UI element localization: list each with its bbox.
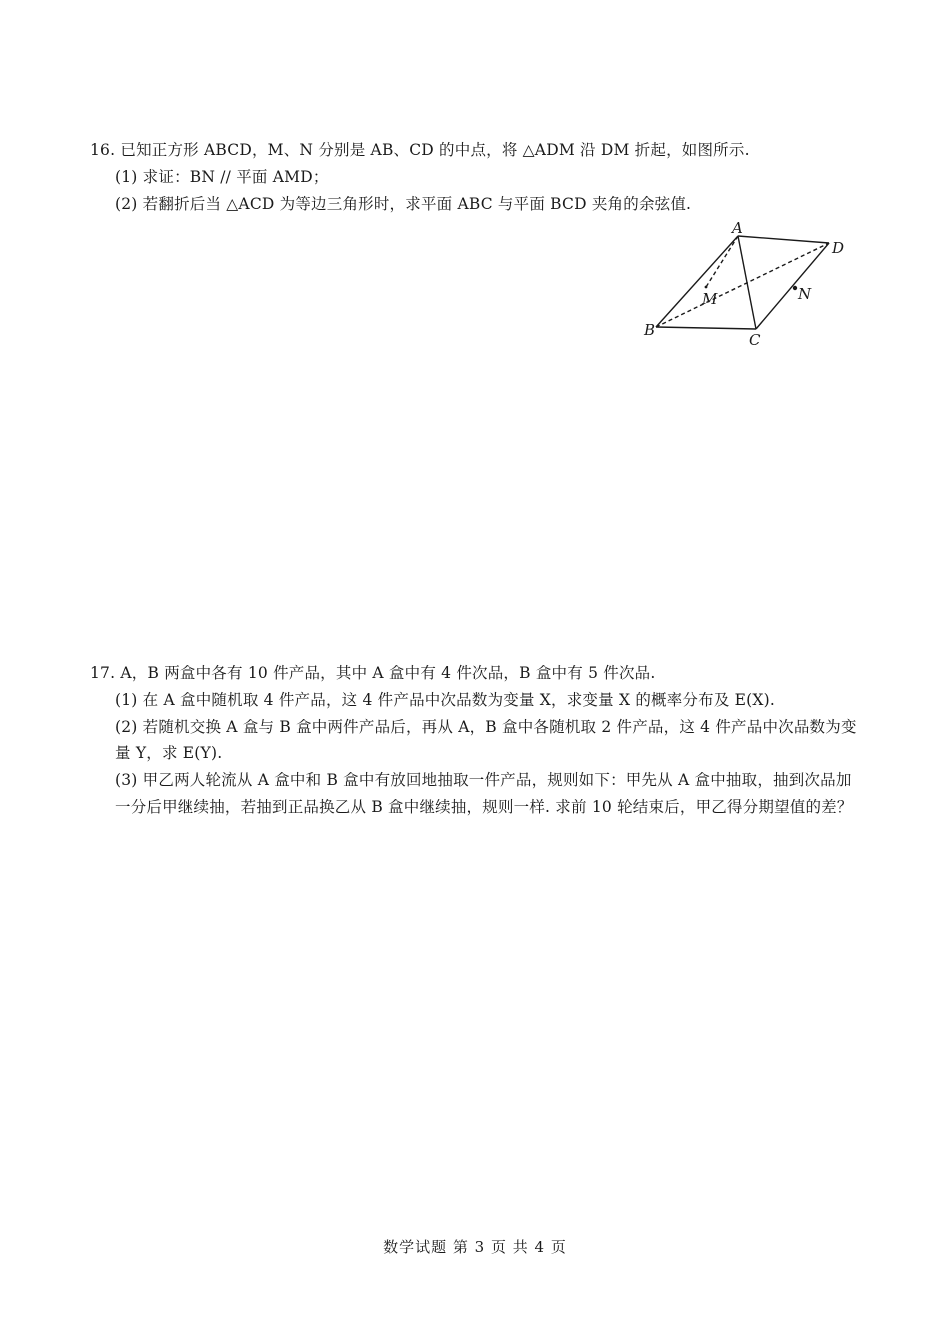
- edge-CD: [756, 243, 829, 329]
- question-17-part-2-line-1: (2) 若随机交换 A 盒与 B 盒中两件产品后，再从 A，B 盒中各随机取 2 件产品，这 4 件产品中次品数为变: [115, 718, 857, 736]
- label-N: N: [798, 285, 812, 303]
- label-D: D: [832, 239, 845, 257]
- question-17-part-1: (1) 在 A 盒中随机取 4 件产品，这 4 件产品中次品数为变量 X，求变量 X 的概率分布及 E(X).: [115, 691, 776, 709]
- edge-AM: [706, 236, 738, 287]
- label-A: A: [732, 219, 743, 237]
- question-16-stem: 16. 已知正方形 ABCD，M、N 分别是 AB、CD 的中点，将 △ADM 沿 DM 折起，如图所示.: [90, 141, 750, 159]
- folded-square-figure: [630, 215, 860, 350]
- question-16-part-2: (2) 若翻折后当 △ACD 为等边三角形时，求平面 ABC 与平面 BCD 夹角的余弦值.: [115, 195, 692, 213]
- label-B: B: [644, 321, 656, 339]
- question-17-part-3-line-2: 一分后甲继续抽，若抽到正品换乙从 B 盒中继续抽，规则一样. 求前 10 轮结束后，甲乙得分期望值的差？: [115, 798, 853, 816]
- point-N: [793, 286, 797, 290]
- page-footer: 数学试题 第 3 页 共 4 页: [383, 1238, 567, 1256]
- point-M: [705, 286, 708, 289]
- edge-AB: [656, 236, 738, 327]
- question-17-part-3-line-1: (3) 甲乙两人轮流从 A 盒中和 B 盒中有放回地抽取一件产品，规则如下：甲先从 A 盒中抽取，抽到次品加: [115, 771, 852, 789]
- pyramid-diagram: [630, 215, 860, 350]
- label-C: C: [749, 331, 761, 349]
- edge-AD: [738, 236, 829, 243]
- question-16-part-1: (1) 求证：BN // 平面 AMD；: [115, 168, 329, 186]
- label-M: M: [702, 290, 718, 308]
- edge-BC: [656, 327, 756, 329]
- question-17-part-2-line-2: 量 Y，求 E(Y).: [115, 744, 223, 762]
- question-17-stem: 17. A，B 两盒中各有 10 件产品，其中 A 盒中有 4 件次品，B 盒中有 5 件次品.: [90, 664, 656, 682]
